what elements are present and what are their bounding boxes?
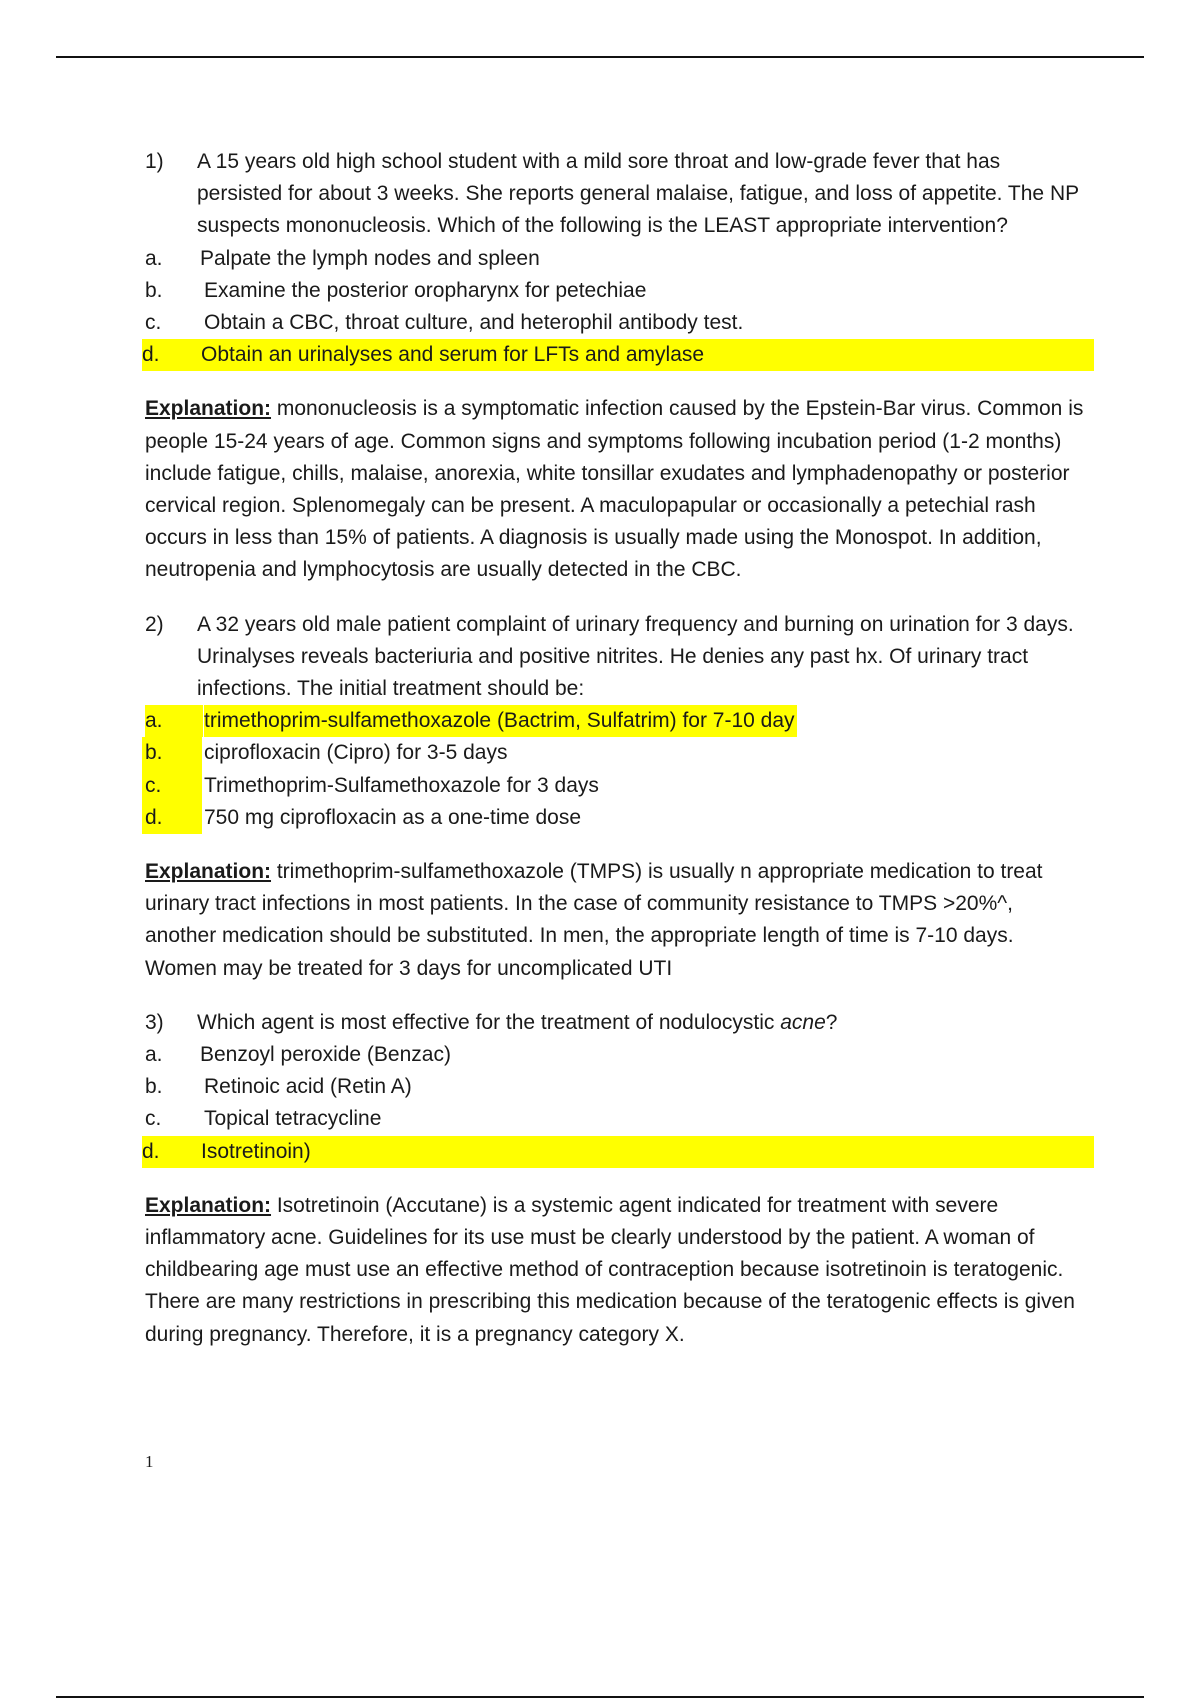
page-number: 1: [145, 1452, 154, 1471]
explanation-text: Isotretinoin (Accutane) is a systemic agent indicated for treatment with severe inflammatory acne. Guidelines for its use must be clearly understood by the patient. A woman of childbearing age must use an effective method of contraception because isotretinoin is teratogenic. There are many restrictions in prescribing this medication because of the teratogenic effects is given during pregnancy. Therefore, it is a pregnancy category X.: [145, 1193, 1075, 1346]
question-3-stem: [145, 1007, 1085, 1039]
option-letter: b.: [145, 278, 163, 302]
question-1-option-c: [145, 307, 1085, 339]
question-2-option-a-highlighted: [145, 705, 1085, 737]
explanation-text: trimethoprim-sulfamethoxazole (TMPS) is usually n appropriate medication to treat urinary tract infections in most patients. In the case of community resistance to TMPS >20%^, another medication should be substituted. In men, the appropriate length of time is 7-10 days. Women may be treated for 3 days for uncomplicated UTI: [145, 859, 1043, 980]
explanation-text: mononucleosis is a symptomatic infection caused by the Epstein-Bar virus. Common is people 15-24 years of age. Common signs and symptoms following incubation period (1-2 months) include fatigue, chills, malaise, anorexia, white tonsillar exudates and lymphadenopathy or posterior cervical region. Splenomegaly can be present. A maculopapular or occasionally a petechial rash occurs in less than 15% of patients. A diagnosis is usually made using the Monospot. In addition, neutropenia and lymphocytosis are usually detected in the CBC.: [145, 397, 1084, 582]
question-1-option-a: [145, 243, 1085, 275]
footer-rule: [56, 1696, 1144, 1698]
question-2-stem: [145, 609, 1085, 706]
option-text: Examine the posterior oropharynx for petechiae: [204, 278, 647, 302]
question-1-text: A 15 years old high school student with a mild sore throat and low-grade fever that has persisted for about 3 weeks. She reports general malaise, fatigue, and loss of appetite. The NP suspects mononucleosis. Which of the following is the LEAST appropriate intervention?: [197, 150, 1079, 238]
option-letter: b.: [145, 1075, 163, 1099]
option-text: Obtain an urinalyses and serum for LFTs and amylase: [201, 343, 705, 367]
question-1-option-b: [145, 275, 1085, 307]
question-3-option-b: [145, 1071, 1085, 1103]
option-text: Benzoyl peroxide (Benzac): [200, 1042, 451, 1066]
question-2-option-b: [145, 737, 1085, 769]
option-letter: c.: [142, 770, 202, 802]
option-letter: d.: [142, 1139, 160, 1163]
explanation-label: Explanation:: [145, 1193, 272, 1217]
option-text: Topical tetracycline: [204, 1107, 382, 1131]
option-letter: c.: [145, 1107, 162, 1131]
option-text: trimethoprim-sulfamethoxazole (Bactrim, Sulfatrim) for 7-10 day: [204, 705, 797, 737]
option-text: Palpate the lymph nodes and spleen: [200, 246, 540, 270]
header-rule: [56, 56, 1144, 58]
question-3-number: 3): [145, 1010, 164, 1034]
question-3-explanation: [145, 1190, 1085, 1351]
option-letter: b.: [142, 737, 202, 769]
explanation-label: Explanation:: [145, 397, 272, 421]
option-text: Isotretinoin): [201, 1139, 311, 1163]
question-3-text-suffix: ?: [825, 1010, 838, 1034]
option-text: Retinoic acid (Retin A): [204, 1075, 412, 1099]
option-letter: a.: [145, 1042, 163, 1066]
question-3-option-a: [145, 1039, 1085, 1071]
option-letter: a.: [145, 246, 163, 270]
explanation-label: Explanation:: [145, 859, 272, 883]
question-3-option-c: [145, 1103, 1085, 1135]
question-3-text-prefix: Which agent is most effective for the treatment of nodulocystic: [197, 1010, 781, 1034]
question-3-text-italic: acne: [780, 1010, 826, 1034]
question-1-explanation: [145, 393, 1085, 586]
question-2-text: A 32 years old male patient complaint of urinary frequency and burning on urination for 3 days. Urinalyses reveals bacteriuria and positive nitrites. He denies any past hx. Of urinary tract infections. The initial treatment should be:: [197, 612, 1074, 700]
question-1-number: 1): [145, 150, 164, 173]
question-2-explanation: [145, 856, 1085, 985]
question-1-option-d-highlighted: [142, 339, 1094, 371]
question-2-number: 2): [145, 612, 164, 636]
option-letter: a.: [145, 705, 203, 737]
option-letter: c.: [145, 310, 162, 334]
question-3-option-d-highlighted: [142, 1136, 1094, 1168]
option-text: Obtain a CBC, throat culture, and heterophil antibody test.: [204, 310, 744, 334]
option-letter: d.: [142, 343, 160, 367]
question-2-option-c: [145, 770, 1085, 802]
option-text: 750 mg ciprofloxacin as a one-time dose: [204, 805, 582, 829]
question-1-stem: [145, 146, 1085, 243]
option-text: Trimethoprim-Sulfamethoxazole for 3 days: [204, 773, 599, 797]
question-2-option-d: [145, 802, 1085, 834]
option-letter: d.: [142, 802, 202, 834]
option-text: ciprofloxacin (Cipro) for 3-5 days: [204, 741, 508, 765]
document-body: [142, 146, 1085, 1351]
